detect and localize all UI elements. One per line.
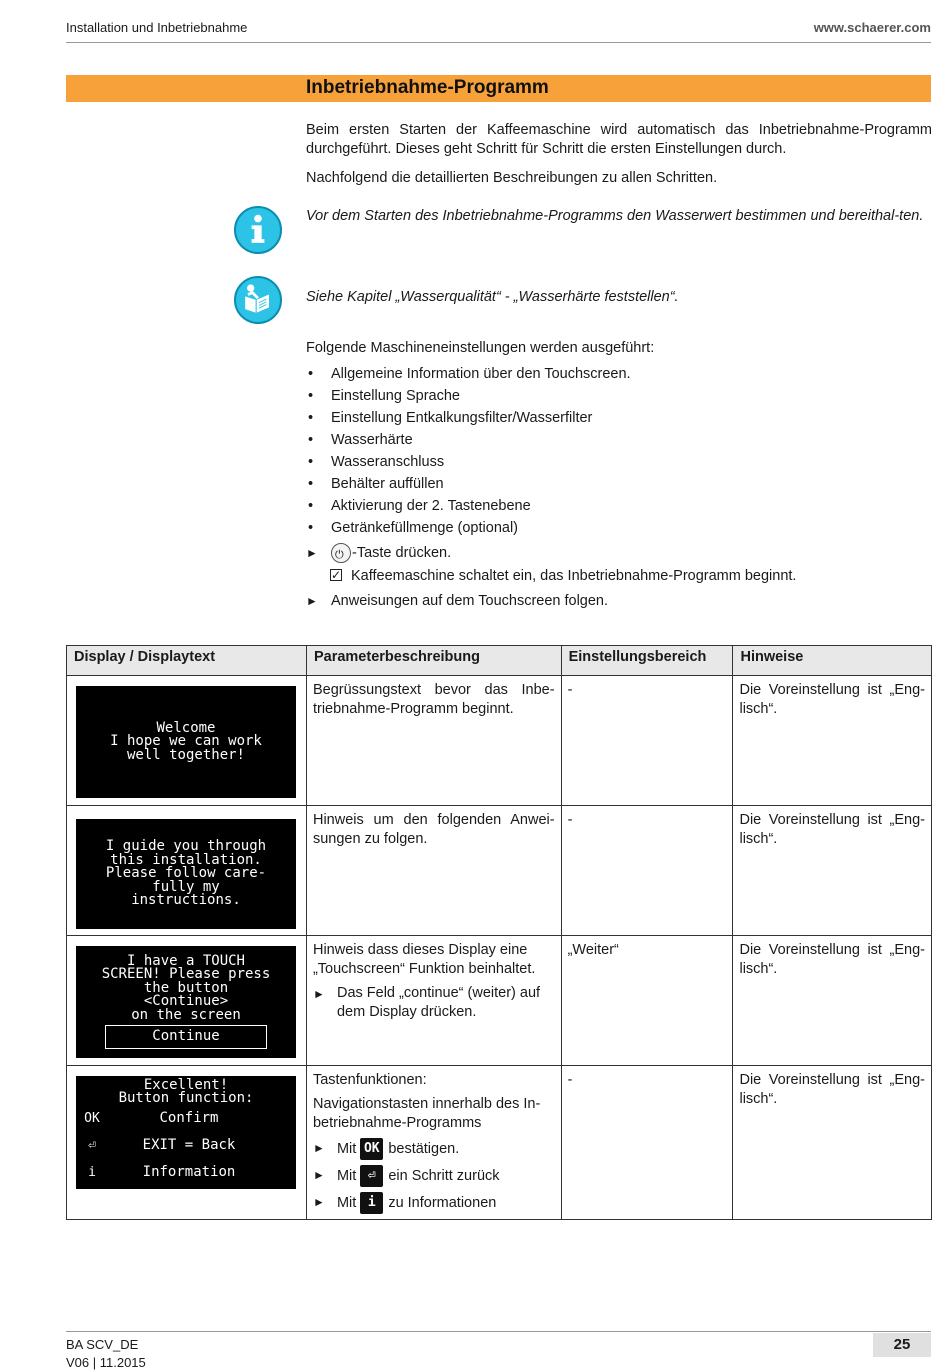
arrow-icon: ► [312,987,325,1001]
display-line: <Continue> [143,993,229,1010]
arrow-icon: ► [312,1195,325,1209]
step-text: -Taste drücken. [352,545,452,561]
arrow-icon: ► [312,1168,325,1182]
ok-icon: OK [84,1111,100,1127]
settings-list [306,363,631,539]
display-function-label: Information [142,1164,236,1181]
list-item: • Wasseranschluss [306,451,631,473]
display-line: Button function: [118,1090,254,1106]
page-number: 25 [873,1333,931,1357]
note: Die Voreinstellung ist „Eng-lisch“. [733,676,932,806]
table-row [67,936,932,1066]
display-line: instructions. [131,892,241,909]
note: Die Voreinstellung ist „Eng-lisch“. [733,806,932,936]
param-description [306,936,561,1066]
table-header: Parameterbeschreibung [306,646,561,676]
ok-icon: OK [360,1138,383,1160]
step-follow-instructions [306,591,608,611]
list-item: • Einstellung Sprache [306,385,631,407]
param-description [306,1066,561,1220]
exit-icon: ⏎ [88,1138,96,1154]
header-chapter: Installation und Inbetriebnahme [66,20,248,35]
param-step-text: Mit [336,1194,357,1211]
display-function-label: EXIT = Back [142,1137,236,1154]
display-function-row [76,1106,296,1133]
setting-range: - [561,676,733,806]
display-line: this installation. [110,851,262,868]
param-text: Hinweis dass dieses Display eine „Touchscreen“ Funktion beinhaltet. [312,942,536,977]
display-screen-guide [76,819,296,929]
footer-divider [66,1331,931,1332]
param-step [313,1165,555,1187]
param-text-2: Navigationstasten innerhalb des In-betriebnahme-Programms [312,1096,541,1131]
display-function-row [76,1133,296,1160]
header-divider [66,42,931,43]
display-function-label: Confirm [159,1110,219,1127]
arrow-icon: ► [306,594,318,608]
param-step [313,1192,555,1214]
reference-note: Siehe Kapitel „Wasserqualität“ - „Wasserhärte feststellen“. [306,289,679,305]
param-description: Hinweis um den folgenden Anwei-sungen zu folgen. [306,806,561,936]
param-step-text: bestätigen. [388,1140,460,1157]
display-line: well together! [126,746,245,763]
table-header: Einstellungsbereich [561,646,733,676]
param-step [313,984,555,1022]
param-step-text: Das Feld „continue“ (weiter) auf dem Display drücken. [336,985,541,1020]
step-press-power [306,543,451,563]
continue-button: Continue [105,1025,267,1049]
manual-book-icon [234,276,282,324]
list-item: • Allgemeine Information über den Touchscreen. [306,363,631,385]
step-text: Anweisungen auf dem Touchscreen folgen. [331,593,609,609]
table-header: Display / Displaytext [67,646,307,676]
table-header: Hinweise [733,646,932,676]
step-result [330,566,796,586]
checkbox-icon [330,569,342,581]
display-line: I guide you through [105,838,267,855]
display-function-row [76,1160,296,1187]
display-screen-buttons [76,1076,296,1189]
display-line: Please follow care- [105,865,267,882]
display-line: the button [143,979,229,996]
display-screen-touch [76,946,296,1058]
step-result-text: Kaffeemaschine schaltet ein, das Inbetriebnahme-Programm beginnt. [351,568,797,584]
arrow-icon: ► [312,1141,325,1155]
param-step-text: Mit [336,1167,357,1184]
section-title: Inbetriebnahme-Programm [306,77,549,98]
table-row [67,806,932,936]
footer-version: V06 | 11.2015 [66,1355,146,1370]
info-icon [234,206,282,254]
settings-table [66,645,932,1220]
list-item: • Aktivierung der 2. Tastenebene [306,495,631,517]
param-step-text: zu Informationen [388,1194,497,1211]
display-line: fully my [152,878,220,895]
display-line: I have a TOUCH [126,952,245,969]
display-line: I hope we can work [110,733,262,750]
param-step [313,1138,555,1160]
param-step-text: Mit [336,1140,357,1157]
list-item: • Behälter auffüllen [306,473,631,495]
arrow-icon: ► [306,546,318,560]
display-line: Excellent! [143,1076,229,1093]
param-text: Tastenfunktionen: [312,1072,427,1088]
setting-range: - [561,1066,733,1220]
header-website: www.schaerer.com [813,20,931,35]
list-item: • Einstellung Entkalkungsfilter/Wasserfilter [306,407,631,429]
param-step-text: ein Schritt zurück [388,1167,500,1184]
exit-icon: ⏎ [360,1165,383,1187]
info-icon: i [88,1165,96,1181]
list-item: • Wasserhärte [306,429,631,451]
note: Die Voreinstellung ist „Eng-lisch“. [733,936,932,1066]
table-row [67,676,932,806]
display-line: SCREEN! Please press [101,966,271,983]
power-button-icon [331,543,351,563]
footer-doc-id: BA SCV_DE [66,1337,139,1352]
list-item: • Getränkefüllmenge (optional) [306,517,631,539]
display-line: Welcome [156,719,216,736]
display-line: on the screen [131,1006,241,1023]
note: Die Voreinstellung ist „Eng-lisch“. [733,1066,932,1220]
info-icon: i [360,1192,383,1214]
setting-range: - [561,806,733,936]
display-screen-welcome [76,686,296,798]
setting-range: „Weiter“ [561,936,733,1066]
param-description: Begrüssungstext bevor das Inbe-triebnahme-Programm beginnt. [306,676,561,806]
intro-paragraph: Beim ersten Starten der Kaffeemaschine wird automatisch das Inbetriebnahme-Programm durchgeführt. Dieses geht Schritt für Schritt die ersten Einstellungen durch. [306,122,932,157]
footer-doc-info [66,1336,146,1370]
settings-list-intro: Folgende Maschineneinstellungen werden ausgeführt: [306,340,655,356]
table-row [67,1066,932,1220]
intro-paragraph-2: Nachfolgend die detaillierten Beschreibungen zu allen Schritten. [306,170,718,186]
info-note: Vor dem Starten des Inbetriebnahme-Programms den Wasserwert bestimmen und bereithal-ten. [306,208,924,224]
